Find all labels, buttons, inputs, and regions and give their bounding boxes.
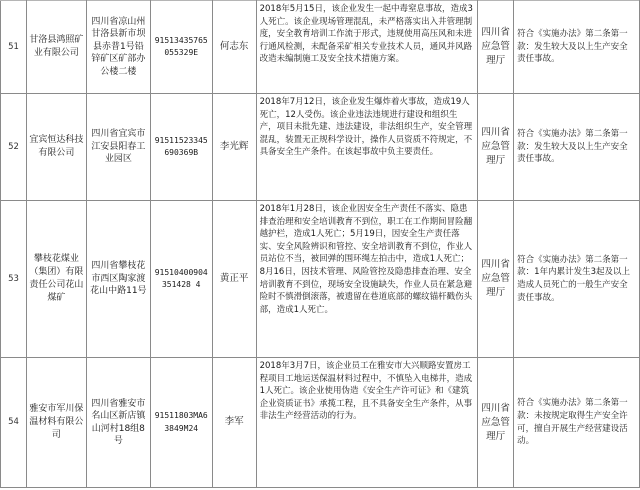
company-name: 攀枝花煤业（集团）有限责任公司花山煤矿 [26, 201, 86, 358]
company-name: 雅安市军川保温材料有限公司 [26, 358, 86, 488]
violation-description: 2018年3月7日，该企业员工在雅安市大兴顺路安置房工程项目工地运送保温材料过程中，不慎坠入电梯井，造成1人死亡。该企业使用伪造《安全生产许可证》和《建筑企业资质证书》承揽工程，且不具备安全生产条件，从事非法生产经营活动的行为。 [256, 358, 478, 488]
legal-basis: 符合《实施办法》第二条第一款：未按规定取得生产安全许可，擅自开展生产经营建设活动。 [514, 358, 640, 488]
company-address: 四川省凉山州甘洛县新市坝县赤普1号铅锌矿区矿部办公楼二楼 [86, 1, 150, 94]
credit-code: 91511803MA63849M24 [150, 358, 212, 488]
credit-code: 91510400904351428 4 [150, 201, 212, 358]
company-address: 四川省宜宾市江安县阳春工业园区 [86, 94, 150, 201]
company-address: 四川省雅安市名山区新店镇山河村18组8号 [86, 358, 150, 488]
table-row [1, 94, 640, 201]
legal-representative: 何志东 [212, 1, 256, 94]
violation-description: 2018年5月15日，该企业发生一起中毒窒息事故，造成3人死亡。该企业现场管理混乱，未严格落实出入井管理制度，安全教育培训工作流于形式，违规使用高压风和未进行通风检测，未配备采矿相关专业技术人员，通风并风路改造未编制施工及安全技术措施方案。 [256, 1, 478, 94]
credit-code: 91511523345690369B [150, 94, 212, 201]
violation-description: 2018年1月28日，该企业因安全生产责任不落实、隐患排查治理和安全培训教育不到位，职工在工作期间冒险翻越护栏，造成1人死亡；5月19日，因安全生产责任落实、安全风险辨识和管控、安全培训教育不到位，作业人员站位不当，被回弹的围环绳左拍击中，造成1人死亡；8月16日，因技术管理、风险管控及隐患排查治理、安全培训教育不到位，现场安全设施缺失，作业人员在紧急避险时不慎滑倒滚落，被遗留在巷道底部的螺纹锚杆戳伤头部，造成1人死亡。 [256, 201, 478, 358]
legal-basis: 符合《实施办法》第二条第一款：发生较大及以上生产安全责任事故。 [514, 94, 640, 201]
legal-basis: 符合《实施办法》第二条第一款：发生较大及以上生产安全责任事故。 [514, 1, 640, 94]
issuing-department: 四川省应急管理厅 [478, 1, 514, 94]
row-number: 54 [1, 358, 27, 488]
table-row [1, 201, 640, 358]
company-address: 四川省攀枝花市西区陶家渡花山中路11号 [86, 201, 150, 358]
legal-basis: 符合《实施办法》第二条第一款：1年内累计发生3起及以上造成人员死亡的一般生产安全责任事故。 [514, 201, 640, 358]
company-name: 宜宾恒达科技有限公司 [26, 94, 86, 201]
legal-representative: 李光辉 [212, 94, 256, 201]
issuing-department: 四川省应急管理厅 [478, 201, 514, 358]
credit-code: 91513435765055329E [150, 1, 212, 94]
issuing-department: 四川省应急管理厅 [478, 358, 514, 488]
issuing-department: 四川省应急管理厅 [478, 94, 514, 201]
row-number: 53 [1, 201, 27, 358]
company-name: 甘洛县鸿照矿业有限公司 [26, 1, 86, 94]
violation-description: 2018年7月12日，该企业发生爆炸着火事故，造成19人死亡，12人受伤。该企业违法违规进行建设和组织生产，项目未批先建、违法建设，非法组织生产，安全管理混乱，装置无正规科学设计，操作人员资质不符规定，不具备安全生产条件。在该起事故中负主要责任。 [256, 94, 478, 201]
legal-representative: 李军 [212, 358, 256, 488]
row-number: 52 [1, 94, 27, 201]
table-row [1, 358, 640, 488]
legal-representative: 黄正平 [212, 201, 256, 358]
table-row [1, 1, 640, 94]
row-number: 51 [1, 1, 27, 94]
